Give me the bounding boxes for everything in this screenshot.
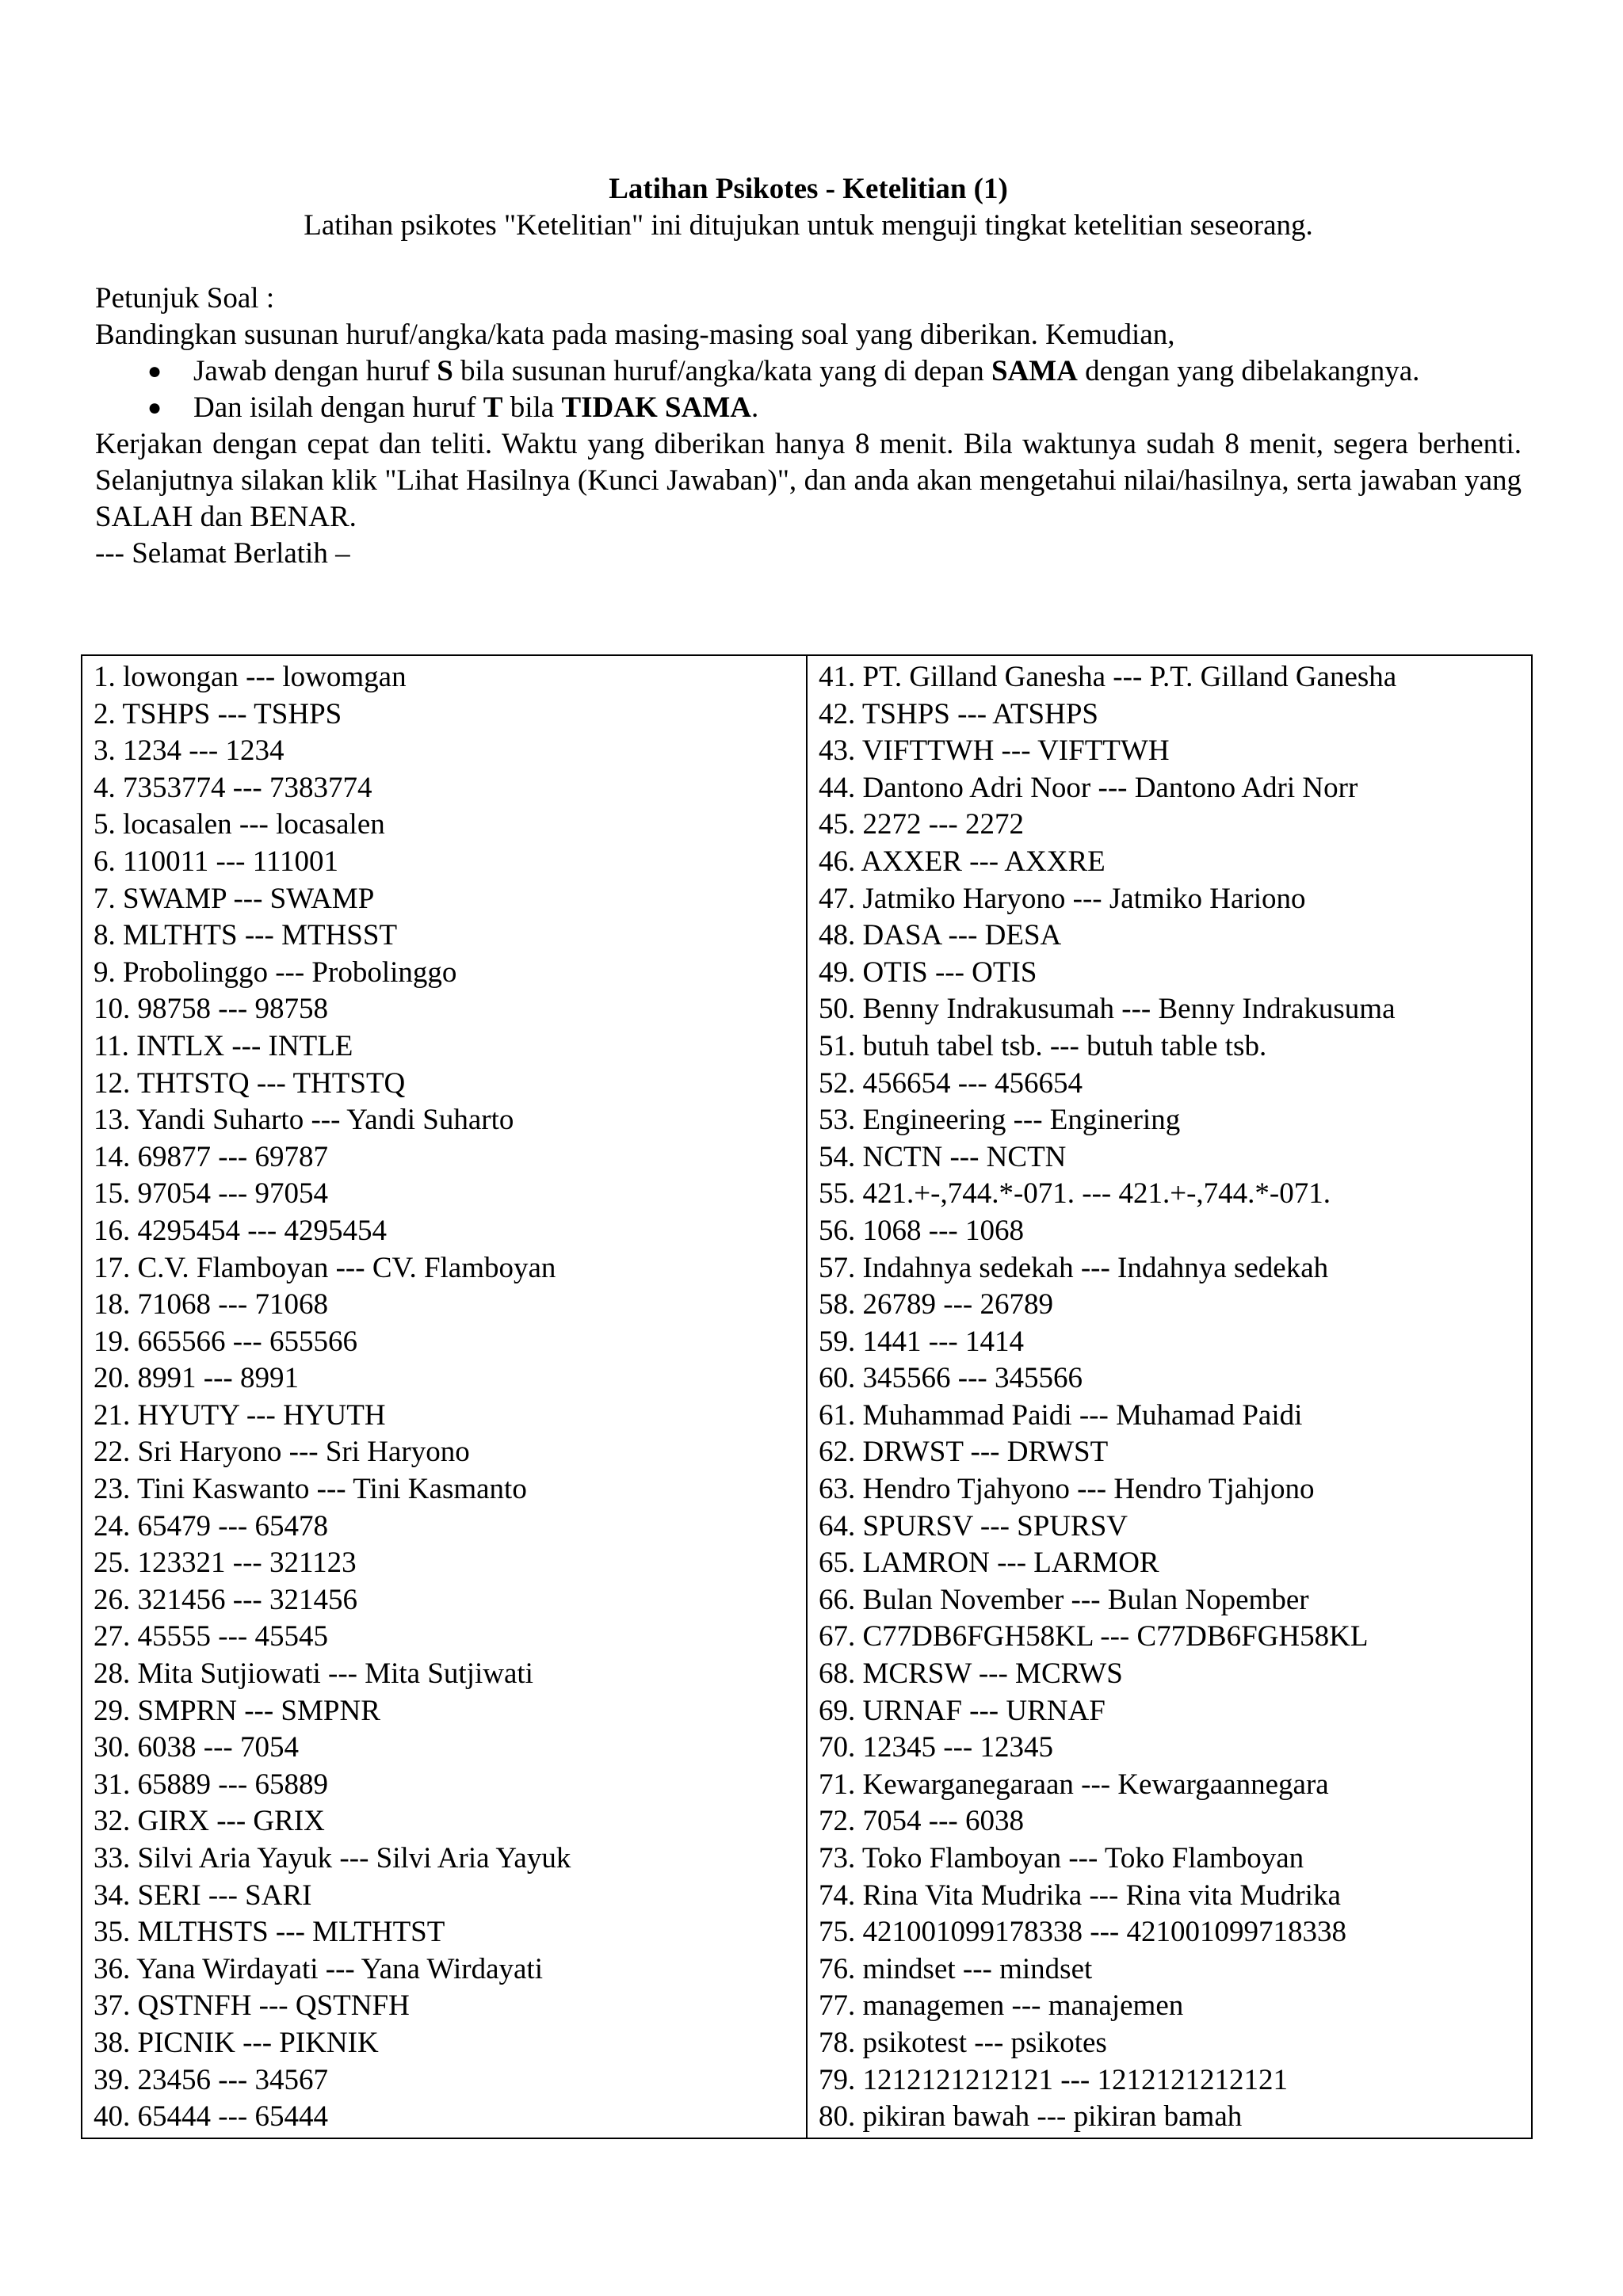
- question-item: 32. GIRX --- GRIX: [94, 1805, 325, 1838]
- question-item: 73. Toko Flamboyan --- Toko Flamboyan: [819, 1842, 1304, 1875]
- question-item: 55. 421.+-,744.*-071. --- 421.+-,744.*-071.: [819, 1177, 1331, 1211]
- question-item: 36. Yana Wirdayati --- Yana Wirdayati: [94, 1952, 543, 1985]
- questions-column-left: [82, 655, 807, 2138]
- question-item: 70. 12345 --- 12345: [819, 1731, 1053, 1764]
- question-item: 11. INTLX --- INTLE: [94, 1029, 353, 1062]
- question-item: 20. 8991 --- 8991: [94, 1362, 299, 1395]
- question-item: 48. DASA --- DESA: [819, 919, 1062, 952]
- instructions-bullet-list: [95, 353, 1522, 426]
- question-item: 57. Indahnya sedekah --- Indahnya sedekah: [819, 1251, 1329, 1284]
- bullet-text: dengan yang dibelakangnya.: [1077, 355, 1420, 387]
- question-item: 25. 123321 --- 321123: [94, 1547, 357, 1580]
- question-item: 23. Tini Kaswanto --- Tini Kasmanto: [94, 1473, 527, 1506]
- question-item: 53. Engineering --- Enginering: [819, 1104, 1181, 1137]
- question-item: 44. Dantono Adri Noor --- Dantono Adri Norr: [819, 771, 1358, 804]
- question-item: 45. 2272 --- 2272: [819, 808, 1024, 841]
- question-item: 37. QSTNFH --- QSTNFH: [94, 1989, 410, 2023]
- question-item: 6. 110011 --- 111001: [94, 845, 338, 878]
- question-item: 26. 321456 --- 321456: [94, 1583, 357, 1616]
- question-item: 16. 4295454 --- 4295454: [94, 1214, 387, 1247]
- document-subtitle: Latihan psikotes "Ketelitian" ini ditujukan untuk menguji tingkat ketelitian seseorang.: [304, 209, 1313, 242]
- questions-list-right: [819, 659, 1520, 2136]
- question-item: 14. 69877 --- 69787: [94, 1140, 328, 1173]
- question-item: 67. C77DB6FGH58KL --- C77DB6FGH58KL: [819, 1620, 1369, 1653]
- question-item: 66. Bulan November --- Bulan Nopember: [819, 1583, 1309, 1616]
- question-item: 1. lowongan --- lowomgan: [94, 661, 407, 693]
- question-item: 34. SERI --- SARI: [94, 1878, 312, 1912]
- question-item: 21. HYUTY --- HYUTH: [94, 1398, 386, 1432]
- question-item: 71. Kewarganegaraan --- Kewargaannegara: [819, 1768, 1329, 1801]
- question-item: 22. Sri Haryono --- Sri Haryono: [94, 1436, 470, 1469]
- bullet-bold-letter: S: [437, 355, 453, 387]
- document-page: [95, 171, 1522, 572]
- question-item: 10. 98758 --- 98758: [94, 993, 328, 1026]
- question-item: 50. Benny Indrakusumah --- Benny Indrakusuma: [819, 993, 1396, 1026]
- question-item: 28. Mita Sutjiowati --- Mita Sutjiwati: [94, 1657, 533, 1691]
- question-item: 3. 1234 --- 1234: [94, 734, 285, 768]
- question-item: 18. 71068 --- 71068: [94, 1288, 328, 1322]
- question-item: 42. TSHPS --- ATSHPS: [819, 697, 1098, 730]
- question-item: 77. managemen --- manajemen: [819, 1989, 1184, 2023]
- questions-table-row: [82, 655, 1532, 2138]
- question-item: 8. MLTHTS --- MTHSST: [94, 919, 398, 952]
- question-item: 30. 6038 --- 7054: [94, 1731, 299, 1764]
- bullet-bold-letter: T: [483, 391, 503, 424]
- question-item: 4. 7353774 --- 7383774: [94, 771, 372, 804]
- question-item: 58. 26789 --- 26789: [819, 1288, 1053, 1322]
- question-item: 60. 345566 --- 345566: [819, 1362, 1083, 1395]
- question-item: 13. Yandi Suharto --- Yandi Suharto: [94, 1104, 514, 1137]
- question-item: 12. THTSTQ --- THTSTQ: [94, 1066, 406, 1100]
- question-item: 24. 65479 --- 65478: [94, 1509, 328, 1543]
- question-item: 15. 97054 --- 97054: [94, 1177, 328, 1211]
- bullet-item-answer-s: [95, 353, 1522, 390]
- question-item: 61. Muhammad Paidi --- Muhamad Paidi: [819, 1398, 1303, 1432]
- bullet-item-answer-t: [95, 390, 1522, 426]
- question-item: 74. Rina Vita Mudrika --- Rina vita Mudrika: [819, 1878, 1341, 1912]
- question-item: 63. Hendro Tjahyono --- Hendro Tjahjono: [819, 1473, 1315, 1506]
- questions-list-left: [94, 659, 795, 2136]
- question-item: 41. PT. Gilland Ganesha --- P.T. Gilland Ganesha: [819, 661, 1397, 693]
- question-item: 68. MCRSW --- MCRWS: [819, 1657, 1123, 1691]
- bullet-bold-keyword: TIDAK SAMA: [561, 391, 751, 424]
- question-item: 62. DRWST --- DRWST: [819, 1436, 1109, 1469]
- question-item: 46. AXXER --- AXXRE: [819, 845, 1106, 878]
- question-item: 40. 65444 --- 65444: [94, 2100, 328, 2134]
- question-item: 31. 65889 --- 65889: [94, 1768, 328, 1801]
- question-item: 69. URNAF --- URNAF: [819, 1694, 1106, 1727]
- question-item: 43. VIFTTWH --- VIFTTWH: [819, 734, 1170, 768]
- bullet-bold-keyword: SAMA: [991, 355, 1078, 387]
- question-item: 49. OTIS --- OTIS: [819, 955, 1037, 989]
- bullet-text: bila susunan huruf/angka/kata yang di depan: [453, 355, 991, 387]
- question-item: 52. 456654 --- 456654: [819, 1066, 1083, 1100]
- question-item: 72. 7054 --- 6038: [819, 1805, 1024, 1838]
- bullet-text: Dan isilah dengan huruf: [193, 391, 483, 424]
- bullet-text: .: [750, 391, 759, 424]
- bullet-text: Jawab dengan huruf: [193, 355, 437, 387]
- question-item: 78. psikotest --- psikotes: [819, 2026, 1107, 2059]
- questions-column-right: [807, 655, 1532, 2138]
- question-item: 76. mindset --- mindset: [819, 1952, 1093, 1985]
- spacer: [95, 244, 1522, 280]
- question-item: 19. 665566 --- 655566: [94, 1325, 357, 1358]
- questions-table: [81, 654, 1533, 2139]
- instructions-heading: Petunjuk Soal :: [95, 282, 275, 315]
- question-item: 64. SPURSV --- SPURSV: [819, 1509, 1128, 1543]
- question-item: 65. LAMRON --- LARMOR: [819, 1547, 1159, 1580]
- question-item: 5. locasalen --- locasalen: [94, 808, 385, 841]
- question-item: 9. Probolinggo --- Probolinggo: [94, 955, 457, 989]
- question-item: 2. TSHPS --- TSHPS: [94, 697, 342, 730]
- question-item: 75. 421001099178338 --- 421001099718338: [819, 1916, 1346, 1949]
- question-item: 39. 23456 --- 34567: [94, 2063, 328, 2096]
- instructions-paragraph: Kerjakan dengan cepat dan teliti. Waktu yang diberikan hanya 8 menit. Bila waktunya sudah 8 menit, segera berhenti. Selanjutnya silakan klik "Lihat Hasilnya (Kunci Jawaban)", dan anda akan mengetahui nilai/hasilnya, serta jawaban yang SALAH dan BENAR.: [95, 428, 1522, 533]
- question-item: 27. 45555 --- 45545: [94, 1620, 328, 1653]
- question-item: 33. Silvi Aria Yayuk --- Silvi Aria Yayuk: [94, 1842, 571, 1875]
- question-item: 35. MLTHSTS --- MLTHTST: [94, 1916, 445, 1949]
- question-item: 38. PICNIK --- PIKNIK: [94, 2026, 379, 2059]
- question-item: 79. 1212121212121 --- 1212121212121: [819, 2063, 1288, 2096]
- bullet-icon: ●: [147, 358, 162, 384]
- question-item: 56. 1068 --- 1068: [819, 1214, 1024, 1247]
- question-item: 17. C.V. Flamboyan --- CV. Flamboyan: [94, 1251, 556, 1284]
- question-item: 51. butuh tabel tsb. --- butuh table tsb.: [819, 1029, 1267, 1062]
- question-item: 59. 1441 --- 1414: [819, 1325, 1024, 1358]
- bullet-icon: ●: [147, 395, 162, 421]
- question-item: 29. SMPRN --- SMPNR: [94, 1694, 380, 1727]
- question-item: 7. SWAMP --- SWAMP: [94, 882, 375, 915]
- document-title: Latihan Psikotes - Ketelitian (1): [609, 173, 1008, 205]
- instructions-intro: Bandingkan susunan huruf/angka/kata pada masing-masing soal yang diberikan. Kemudian,: [95, 318, 1175, 351]
- question-item: 47. Jatmiko Haryono --- Jatmiko Hariono: [819, 882, 1306, 915]
- question-item: 80. pikiran bawah --- pikiran bamah: [819, 2100, 1243, 2134]
- question-item: 54. NCTN --- NCTN: [819, 1140, 1067, 1173]
- instructions-closing: --- Selamat Berlatih –: [95, 537, 350, 570]
- bullet-text: bila: [502, 391, 562, 424]
